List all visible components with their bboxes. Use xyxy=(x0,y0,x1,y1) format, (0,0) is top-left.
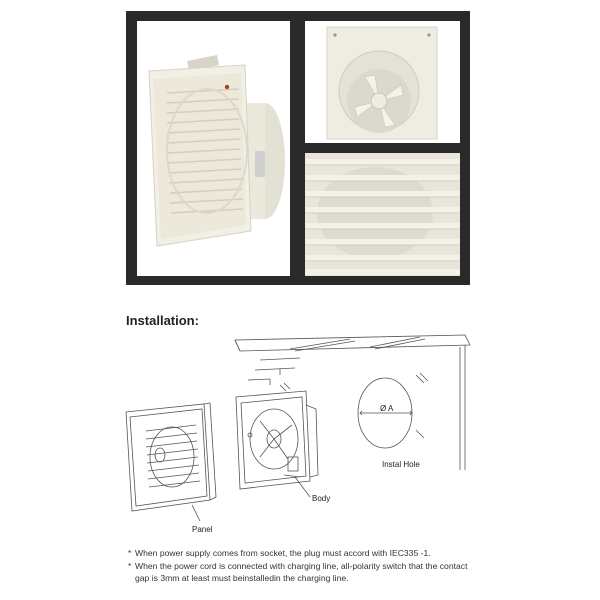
note-item: * When the power cord is connected with charging line, all-polarity switch that the contact gap is 3mm at least must beinstalledin the charging line. xyxy=(128,560,480,585)
body-label: Body xyxy=(312,494,331,503)
installation-notes xyxy=(128,547,480,585)
product-photo-gallery xyxy=(126,11,470,285)
hole-dimension-label: Ø A xyxy=(380,404,394,413)
installation-heading: Installation: xyxy=(126,313,199,328)
install-hole-label: Instal Hole xyxy=(382,460,420,469)
panel-label: Panel xyxy=(192,525,213,534)
fan-grille-closeup-photo xyxy=(305,153,460,276)
note-item: * When power supply comes from socket, the plug must accord with IEC335 -1. xyxy=(128,547,480,560)
fan-back-photo xyxy=(305,21,460,143)
installation-diagram xyxy=(120,325,475,540)
fan-front-photo xyxy=(137,21,290,276)
